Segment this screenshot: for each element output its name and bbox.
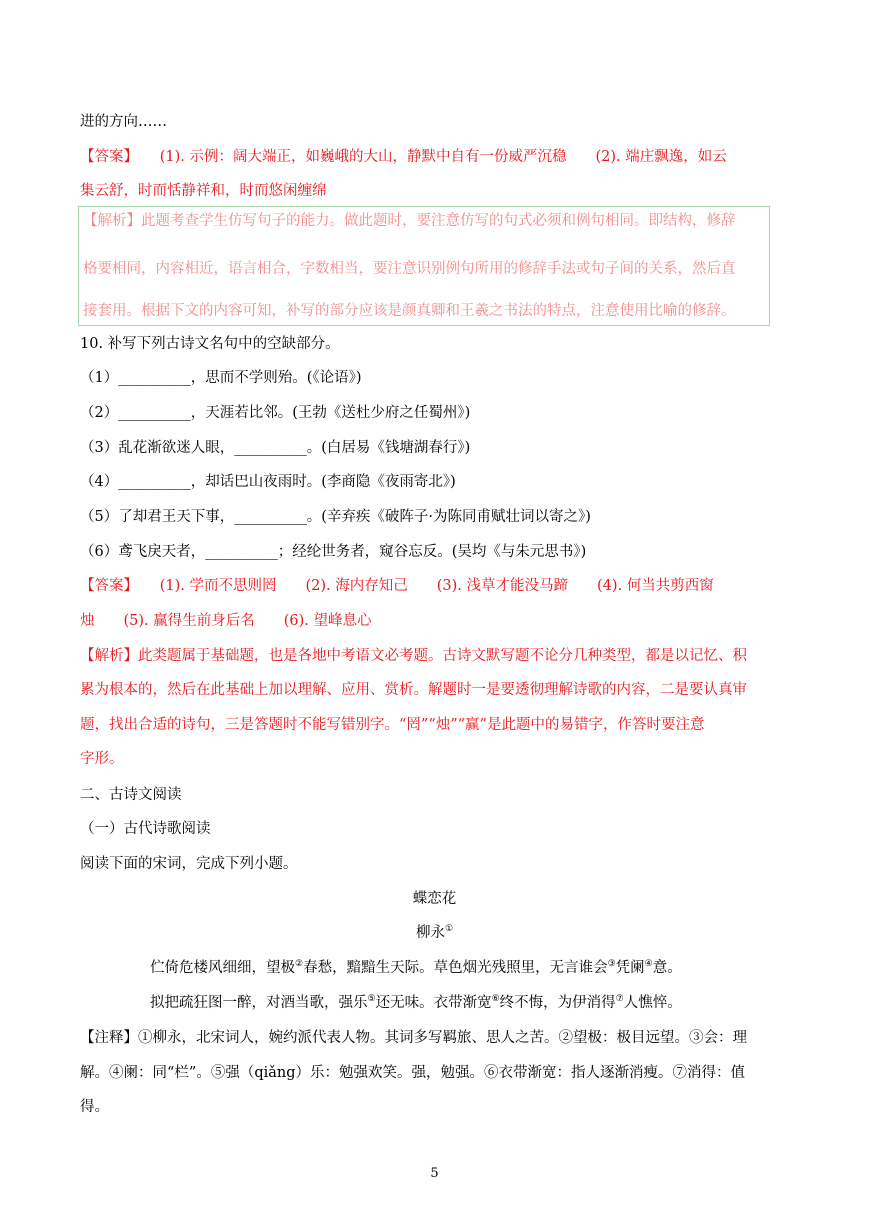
analysis-line: 格要相同，内容相近，语言相合，字数相当，要注意识别例句所用的修辞手法或句子间的关系，然后直 bbox=[83, 261, 736, 277]
subsection-heading: （一）古代诗歌阅读 bbox=[80, 821, 211, 837]
section-heading: 二、古诗文阅读 bbox=[80, 787, 182, 803]
question-item: （4）__________，却话巴山夜雨时。(李商隐《夜雨寄北》) bbox=[80, 474, 456, 490]
poem-stanza-2: 拟把疏狂图一醉，对酒当歌，强乐⑤还无味。衣带渐宽⑥终不悔，为伊消得⑦人憔悴。 bbox=[150, 994, 682, 1011]
question-item: （2）__________，天涯若比邻。(王勃《送杜少府之任蜀州》) bbox=[80, 405, 471, 421]
annotation-line: 得。 bbox=[80, 1099, 109, 1115]
question-item: （6）鸢飞戾天者，__________；经纶世务者，窥谷忘反。(吴均《与朱元思书》) bbox=[80, 544, 587, 560]
page-number: 5 bbox=[430, 1166, 439, 1181]
analysis-line: 累为根本的，然后在此基础上加以理解、应用、赏析。解题时一是要透彻理解诗歌的内容，二是要认真审 bbox=[80, 682, 747, 698]
answer-line: 集云舒，时而恬静祥和，时而悠闲缠绵 bbox=[80, 183, 327, 199]
instruction-text: 阅读下面的宋词，完成下列小题。 bbox=[80, 856, 298, 872]
question-heading: 10. 补写下列古诗文名句中的空缺部分。 bbox=[80, 336, 340, 352]
poem-stanza-1: 伫倚危楼风细细，望极②春愁，黯黯生天际。草色烟光残照里，无言谁会③凭阑④意。 bbox=[150, 959, 682, 976]
answer-line: 烛 (5). 赢得生前身后名 (6). 望峰息心 bbox=[80, 613, 372, 629]
analysis-line: 【解析】此类题属于基础题，也是各地中考语文必考题。古诗文默写题不论分几种类型，都是以记忆、积 bbox=[80, 648, 747, 664]
answer-line: 【答案】 (1). 示例：阔大端正，如巍峨的大山，静默中自有一份威严沉稳 (2). 端庄飘逸，如云 bbox=[80, 149, 727, 165]
question-item: （1）__________，思而不学则殆。(《论语》) bbox=[80, 370, 362, 386]
annotation-line: 解。④阑：同“栏”。⑤强（qiǎng）乐：勉强欢笑。强，勉强。⑥衣带渐宽：指人逐渐消瘦。⑦消得：值 bbox=[80, 1065, 746, 1081]
answer-line: 【答案】 (1). 学而不思则罔 (2). 海内存知己 (3). 浅草才能没马蹄 (4). 何当共剪西窗 bbox=[80, 578, 714, 594]
analysis-line: 接套用。根据下文的内容可知，补写的部分应该是颜真卿和王羲之书法的特点，注意使用比喻的修辞。 bbox=[83, 303, 736, 319]
annotation-line: 【注释】①柳永，北宋词人，婉约派代表人物。其词多写羁旅、思人之苦。②望极：极目远望。③会：理 bbox=[80, 1030, 747, 1046]
text-line: 进的方向…… bbox=[80, 114, 167, 130]
poem-author: 柳永① bbox=[415, 924, 454, 941]
question-item: （3）乱花渐欲迷人眼，__________。(白居易《钱塘湖春行》) bbox=[80, 440, 471, 456]
analysis-line: 字形。 bbox=[80, 751, 124, 767]
analysis-line: 题，找出合适的诗句，三是答题时不能写错别字。“罔”“烛”“赢”是此题中的易错字，作答时要注意 bbox=[80, 717, 705, 733]
poem-title: 蝶恋花 bbox=[412, 891, 457, 907]
question-item: （5）了却君王天下事，__________。(辛弃疾《破阵子·为陈同甫赋壮词以寄之》) bbox=[80, 509, 591, 525]
analysis-line: 【解析】此题考查学生仿写句子的能力。做此题时，要注意仿写的句式必须和例句相同。即结构，修辞 bbox=[83, 213, 736, 229]
analysis-box bbox=[78, 206, 770, 326]
